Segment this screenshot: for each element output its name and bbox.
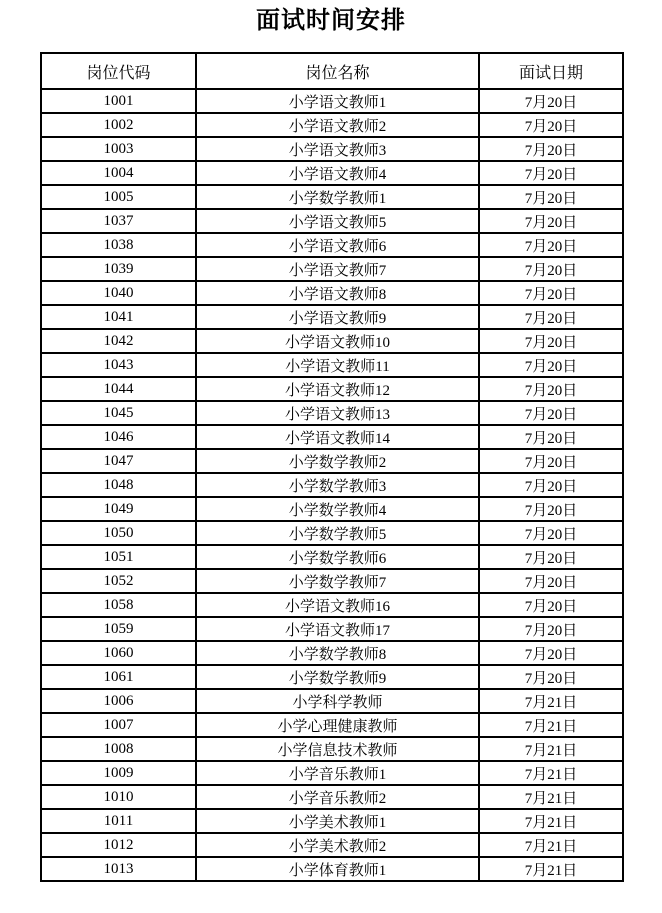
position-name-cell: 小学语文教师4 <box>196 161 479 185</box>
table-row <box>41 497 623 521</box>
position-code-cell: 1003 <box>41 137 196 161</box>
table-row <box>41 401 623 425</box>
position-code-cell: 1002 <box>41 113 196 137</box>
position-name-cell: 小学语文教师13 <box>196 401 479 425</box>
table-row <box>41 113 623 137</box>
table-row <box>41 569 623 593</box>
position-name-cell: 小学语文教师10 <box>196 329 479 353</box>
interview-date-cell: 7月21日 <box>479 833 623 857</box>
table-row <box>41 209 623 233</box>
position-name-cell: 小学美术教师2 <box>196 833 479 857</box>
interview-date-cell: 7月20日 <box>479 305 623 329</box>
table-row <box>41 281 623 305</box>
position-code-cell: 1004 <box>41 161 196 185</box>
position-code-cell: 1059 <box>41 617 196 641</box>
interview-date-cell: 7月20日 <box>479 257 623 281</box>
position-name-cell: 小学数学教师6 <box>196 545 479 569</box>
interview-date-cell: 7月20日 <box>479 545 623 569</box>
table-row <box>41 857 623 881</box>
interview-date-cell: 7月21日 <box>479 737 623 761</box>
table-row <box>41 377 623 401</box>
position-code-cell: 1005 <box>41 185 196 209</box>
table-row <box>41 161 623 185</box>
table-row <box>41 809 623 833</box>
position-code-cell: 1060 <box>41 641 196 665</box>
interview-date-cell: 7月20日 <box>479 401 623 425</box>
position-name-cell: 小学语文教师17 <box>196 617 479 641</box>
position-code-cell: 1011 <box>41 809 196 833</box>
page-title: 面试时间安排 <box>256 8 406 34</box>
position-code-cell: 1047 <box>41 449 196 473</box>
position-code-cell: 1010 <box>41 785 196 809</box>
position-code-cell: 1043 <box>41 353 196 377</box>
interview-date-cell: 7月20日 <box>479 281 623 305</box>
interview-date-cell: 7月20日 <box>479 89 623 113</box>
position-name-cell: 小学心理健康教师 <box>196 713 479 737</box>
table-row <box>41 137 623 161</box>
table-row <box>41 761 623 785</box>
table-row <box>41 545 623 569</box>
position-name-cell: 小学语文教师2 <box>196 113 479 137</box>
interview-date-cell: 7月21日 <box>479 785 623 809</box>
interview-date-cell: 7月20日 <box>479 353 623 377</box>
position-name-cell: 小学数学教师4 <box>196 497 479 521</box>
interview-date-cell: 7月21日 <box>479 809 623 833</box>
interview-date-cell: 7月20日 <box>479 329 623 353</box>
position-name-cell: 小学美术教师1 <box>196 809 479 833</box>
position-name-cell: 小学语文教师6 <box>196 233 479 257</box>
table-row <box>41 473 623 497</box>
table-row <box>41 185 623 209</box>
interview-date-cell: 7月20日 <box>479 449 623 473</box>
position-code-cell: 1050 <box>41 521 196 545</box>
position-code-cell: 1040 <box>41 281 196 305</box>
position-code-cell: 1006 <box>41 689 196 713</box>
interview-date-cell: 7月20日 <box>479 113 623 137</box>
table-row <box>41 353 623 377</box>
table-row <box>41 233 623 257</box>
document-page <box>0 6 662 882</box>
position-name-cell: 小学音乐教师2 <box>196 785 479 809</box>
position-code-cell: 1001 <box>41 89 196 113</box>
position-code-cell: 1009 <box>41 761 196 785</box>
position-code-cell: 1007 <box>41 713 196 737</box>
table-row <box>41 521 623 545</box>
position-name-cell: 小学语文教师3 <box>196 137 479 161</box>
interview-schedule-table <box>40 52 624 882</box>
position-name-cell: 小学语文教师9 <box>196 305 479 329</box>
interview-date-cell: 7月20日 <box>479 161 623 185</box>
interview-date-cell: 7月21日 <box>479 761 623 785</box>
position-name-cell: 小学信息技术教师 <box>196 737 479 761</box>
position-code-cell: 1008 <box>41 737 196 761</box>
table-row <box>41 305 623 329</box>
table-row <box>41 89 623 113</box>
position-code-cell: 1039 <box>41 257 196 281</box>
position-code-cell: 1037 <box>41 209 196 233</box>
table-row <box>41 785 623 809</box>
table-row <box>41 737 623 761</box>
table-row <box>41 833 623 857</box>
position-name-cell: 小学数学教师9 <box>196 665 479 689</box>
position-name-cell: 小学数学教师1 <box>196 185 479 209</box>
position-code-cell: 1051 <box>41 545 196 569</box>
position-name-cell: 小学体育教师1 <box>196 857 479 881</box>
table-body <box>41 89 623 881</box>
position-code-cell: 1042 <box>41 329 196 353</box>
position-code-cell: 1044 <box>41 377 196 401</box>
column-header-position-name: 岗位名称 <box>196 53 479 89</box>
position-code-cell: 1013 <box>41 857 196 881</box>
table-row <box>41 425 623 449</box>
interview-date-cell: 7月20日 <box>479 569 623 593</box>
column-header-position-code: 岗位代码 <box>41 53 196 89</box>
interview-date-cell: 7月20日 <box>479 377 623 401</box>
position-code-cell: 1041 <box>41 305 196 329</box>
position-code-cell: 1048 <box>41 473 196 497</box>
table-row <box>41 689 623 713</box>
position-name-cell: 小学语文教师14 <box>196 425 479 449</box>
interview-date-cell: 7月21日 <box>479 857 623 881</box>
interview-date-cell: 7月20日 <box>479 641 623 665</box>
table-row <box>41 593 623 617</box>
position-name-cell: 小学数学教师2 <box>196 449 479 473</box>
interview-date-cell: 7月20日 <box>479 473 623 497</box>
interview-date-cell: 7月20日 <box>479 137 623 161</box>
interview-date-cell: 7月21日 <box>479 713 623 737</box>
interview-date-cell: 7月20日 <box>479 593 623 617</box>
position-name-cell: 小学语文教师5 <box>196 209 479 233</box>
interview-date-cell: 7月20日 <box>479 233 623 257</box>
position-name-cell: 小学数学教师8 <box>196 641 479 665</box>
position-name-cell: 小学科学教师 <box>196 689 479 713</box>
table-row <box>41 257 623 281</box>
position-code-cell: 1038 <box>41 233 196 257</box>
table-row <box>41 617 623 641</box>
interview-date-cell: 7月20日 <box>479 209 623 233</box>
position-code-cell: 1061 <box>41 665 196 689</box>
table-row <box>41 713 623 737</box>
column-header-interview-date: 面试日期 <box>479 53 623 89</box>
position-code-cell: 1012 <box>41 833 196 857</box>
position-name-cell: 小学语文教师16 <box>196 593 479 617</box>
header-row <box>41 53 623 89</box>
position-code-cell: 1049 <box>41 497 196 521</box>
position-code-cell: 1052 <box>41 569 196 593</box>
position-name-cell: 小学数学教师5 <box>196 521 479 545</box>
interview-date-cell: 7月20日 <box>479 497 623 521</box>
position-name-cell: 小学数学教师3 <box>196 473 479 497</box>
interview-date-cell: 7月20日 <box>479 617 623 641</box>
table-row <box>41 449 623 473</box>
position-name-cell: 小学语文教师7 <box>196 257 479 281</box>
position-name-cell: 小学语文教师12 <box>196 377 479 401</box>
position-name-cell: 小学语文教师11 <box>196 353 479 377</box>
position-name-cell: 小学语文教师1 <box>196 89 479 113</box>
position-name-cell: 小学语文教师8 <box>196 281 479 305</box>
interview-date-cell: 7月20日 <box>479 521 623 545</box>
position-name-cell: 小学数学教师7 <box>196 569 479 593</box>
interview-date-cell: 7月20日 <box>479 665 623 689</box>
table-row <box>41 641 623 665</box>
position-code-cell: 1045 <box>41 401 196 425</box>
position-name-cell: 小学音乐教师1 <box>196 761 479 785</box>
position-code-cell: 1058 <box>41 593 196 617</box>
interview-date-cell: 7月20日 <box>479 185 623 209</box>
interview-date-cell: 7月20日 <box>479 425 623 449</box>
interview-date-cell: 7月21日 <box>479 689 623 713</box>
table-row <box>41 665 623 689</box>
position-code-cell: 1046 <box>41 425 196 449</box>
table-row <box>41 329 623 353</box>
